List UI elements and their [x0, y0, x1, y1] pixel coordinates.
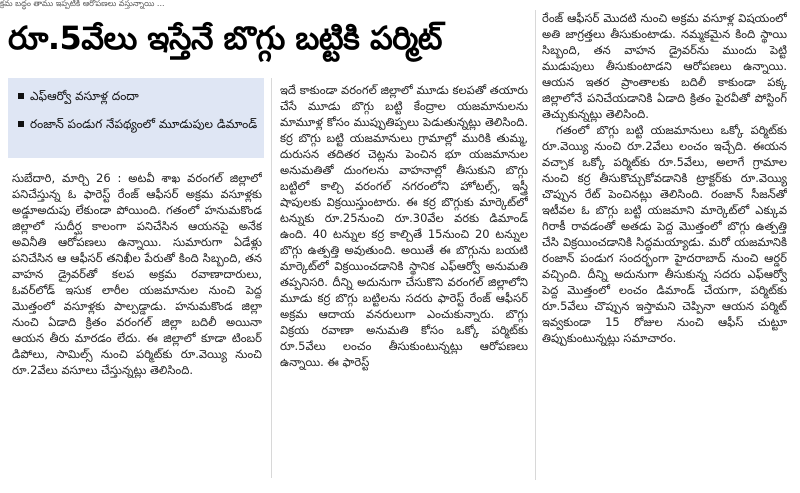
article-column-1 — [12, 170, 262, 470]
bullet-icon — [18, 121, 24, 127]
highlight-text: రంజాన్ పండుగ నేపథ్యంలో మూడుపుల డిమాండ్ — [30, 117, 258, 131]
article-column-2 — [280, 82, 528, 472]
column-divider — [271, 78, 272, 478]
paragraph: సుబేదారి, మార్చి 26 : అటవీ శాఖ వరంగల్ జిల్లాలో పనిచేస్తున్న ఓ ఫారెస్ట్ రేంజ్ ఆఫీసర్ అక్రమ వసూళ్లకు అడ్డూఅదుపు లేకుండా పోయింది. గతంలో హనుమకొండ జిల్లాలో సుదీర్ఘ కాలంగా పనిచేసిన ఆయనపై అనేక అవినీతి ఆరోపణలు ఉన్నాయి. సుమారుగా ఏడేళ్లు పనిచేసిన ఆ ఆఫీసర్ తనిఖీల పేరుతో కింది సిబ్బంది, తన వాహన డ్రైవర్‌తో కలప అక్రమ రవాణాదారులు, ఓవర్‌లోడ్ ఇసుక లారీల యజమానుల నుంచి పెద్ద మొత్తంలో వసూళ్లకు పాల్పడ్డాడు. హనుమకొండ జిల్లా నుంచి ఏడాది క్రితం వరంగల్ జిల్లా బదిలీ అయినా ఆయన తీరు మారడం లేదు. ఈ జిల్లాలో కూడా టింబర్ డిపోలు, సామిల్స్ నుంచి పర్మిట్‌కు రూ.వెయ్యి నుంచి రూ.2వేలు వసూలు చేస్తున్నట్లు తెలిసింది. — [12, 171, 262, 377]
cropped-previous-line: క్రమ బద్ధం తాము ఇప్పటికి ఆరోపణలు వస్తున్నాయి ... — [0, 0, 165, 8]
highlight-text: ఎఫ్ఆర్వో వసూళ్ల దందా — [30, 89, 139, 103]
column-divider — [535, 10, 536, 480]
paragraph: రేంజ్ ఆఫీసర్ మొదటి నుంచి అక్రమ వసూళ్ల విషయంలో అతి జాగ్రత్తలు తీసుకుంటాడు. నమ్మకమైన కింది స్థాయి సిబ్బంది, తన వాహన డ్రైవర్‌ను ముందు పెట్టి ముడుపులు తీసుకుంటాడని ఆరోపణలు ఉన్నాయి. ఆయన ఇతర ప్రాంతాలకు బదిలీ కాకుండా పక్క జిల్లాలోనే పనిచేయడానికి ఏడాది క్రితం పైరవీతో పోస్టింగ్ తెచ్చుకున్నట్లు తెలిసింది. — [542, 11, 787, 121]
bullet-icon — [18, 93, 24, 99]
highlights-box — [8, 78, 264, 158]
paragraph: గతంలో బొగ్గు బట్టి యజమానులు ఒక్కో పర్మిట్‌కు రూ.వెయ్యి నుంచి రూ.2వేలు లంచం ఇచ్చేది. ఈయన వచ్చాక ఒక్కో పర్మిట్‌కు రూ.5వేలు, అలాగే గ్రామాల నుంచి కర్ర తీసుకొచ్చుకోవడానికి ట్రాక్టర్‌కు రూ.వెయ్యి చొప్పున రేట్ పెంచినట్లు తెలిసింది. రంజాన్ సీజన్‌తో ఇటీవల ఓ బొగ్గు బట్టి యజమాని మార్కెట్‌లో ఎక్కువ గిరాకీ రావడంతో అతడు పెద్ద మొత్తంలో బొగ్గు ఉత్పత్తి చేసి విక్రయించడానికి సిద్ధమయ్యాడు. మరో యజమానికి రంజాన్ పండుగ సందర్భంగా హైదరాబాద్ నుంచి ఆర్డర్ వచ్చింది. దీన్ని అదునుగా తీసుకున్న సదరు ఎఫ్‌ఆర్వో పెద్ద మొత్తంలో లంచం డిమాండ్ చేయగా, పర్మిట్‌కు రూ.5వేలు చొప్పున ఇస్తామని చెప్పినా ఆయన పర్మిట్ ఇవ్వకుండా 15 రోజుల నుంచి ఆఫీస్ చుట్టూ తిప్పుకుంటున్నట్లు సమాచారం. — [542, 123, 787, 345]
paragraph: ఇదే కాకుండా వరంగల్ జిల్లాలో మూడు కలపతో తయారు చేసే మూడు బొగ్గు బట్టి కేంద్రాల యజమానులను మామూళ్ల కోసం ముప్పుతిప్పలు పెడుతున్నట్లు తెలిసింది. కర్ర బొగ్గు బట్టి యజమానులు గ్రామాల్లో మురికి తుమ్మ, దురుసన తదితర చెట్లను పెంచిన భూ యజమానుల అనుమతితో దుంగలను వాహనాల్లో తీసుకుని బొగ్గు బట్టిలో కాల్చి వరంగల్ నగరంలోని హోటల్స్, ఇస్త్రీ షాపులకు విక్రయిస్తుంటారు. ఈ కర్ర బొగ్గుకు మార్కెట్‌లో టన్నుకు రూ.25నుంచి రూ.30వేల వరకు డిమాండ్ ఉంది. 40 టన్నుల కర్ర కాల్చితే 15నుంచి 20 టన్నుల బొగ్గు ఉత్పత్తి అవుతుంది. అయితే ఈ బొగ్గును బయటి మార్కెట్‌లో విక్రయించడానికి స్థానిక ఎఫ్‌ఆర్వో అనుమతి తప్పనిసరి. దీన్ని అదునుగా చేసుకొని వరంగల్ జిల్లాలోని మూడు కర్ర బొగ్గు బట్టిలను సదరు ఫారెస్ట్ రేంజ్ ఆఫీసర్ అక్రమ ఆదాయ వనరులుగా ఎంచుకున్నారు. బొగ్గు విక్రయ రవాణా అనుమతి కోసం ఒక్కో పర్మిట్‌కు రూ.5వేలు లంచం తీసుకుంటున్నట్లు ఆరోపణలు ఉన్నాయి. ఈ ఫారెస్ట్ — [280, 83, 528, 369]
highlight-item — [8, 114, 264, 134]
highlight-item — [8, 86, 264, 106]
headline: రూ.5వేలు ఇస్తేనే బొగ్గు బట్టికి పర్మిట్ — [8, 19, 443, 57]
article-column-3 — [542, 10, 787, 470]
